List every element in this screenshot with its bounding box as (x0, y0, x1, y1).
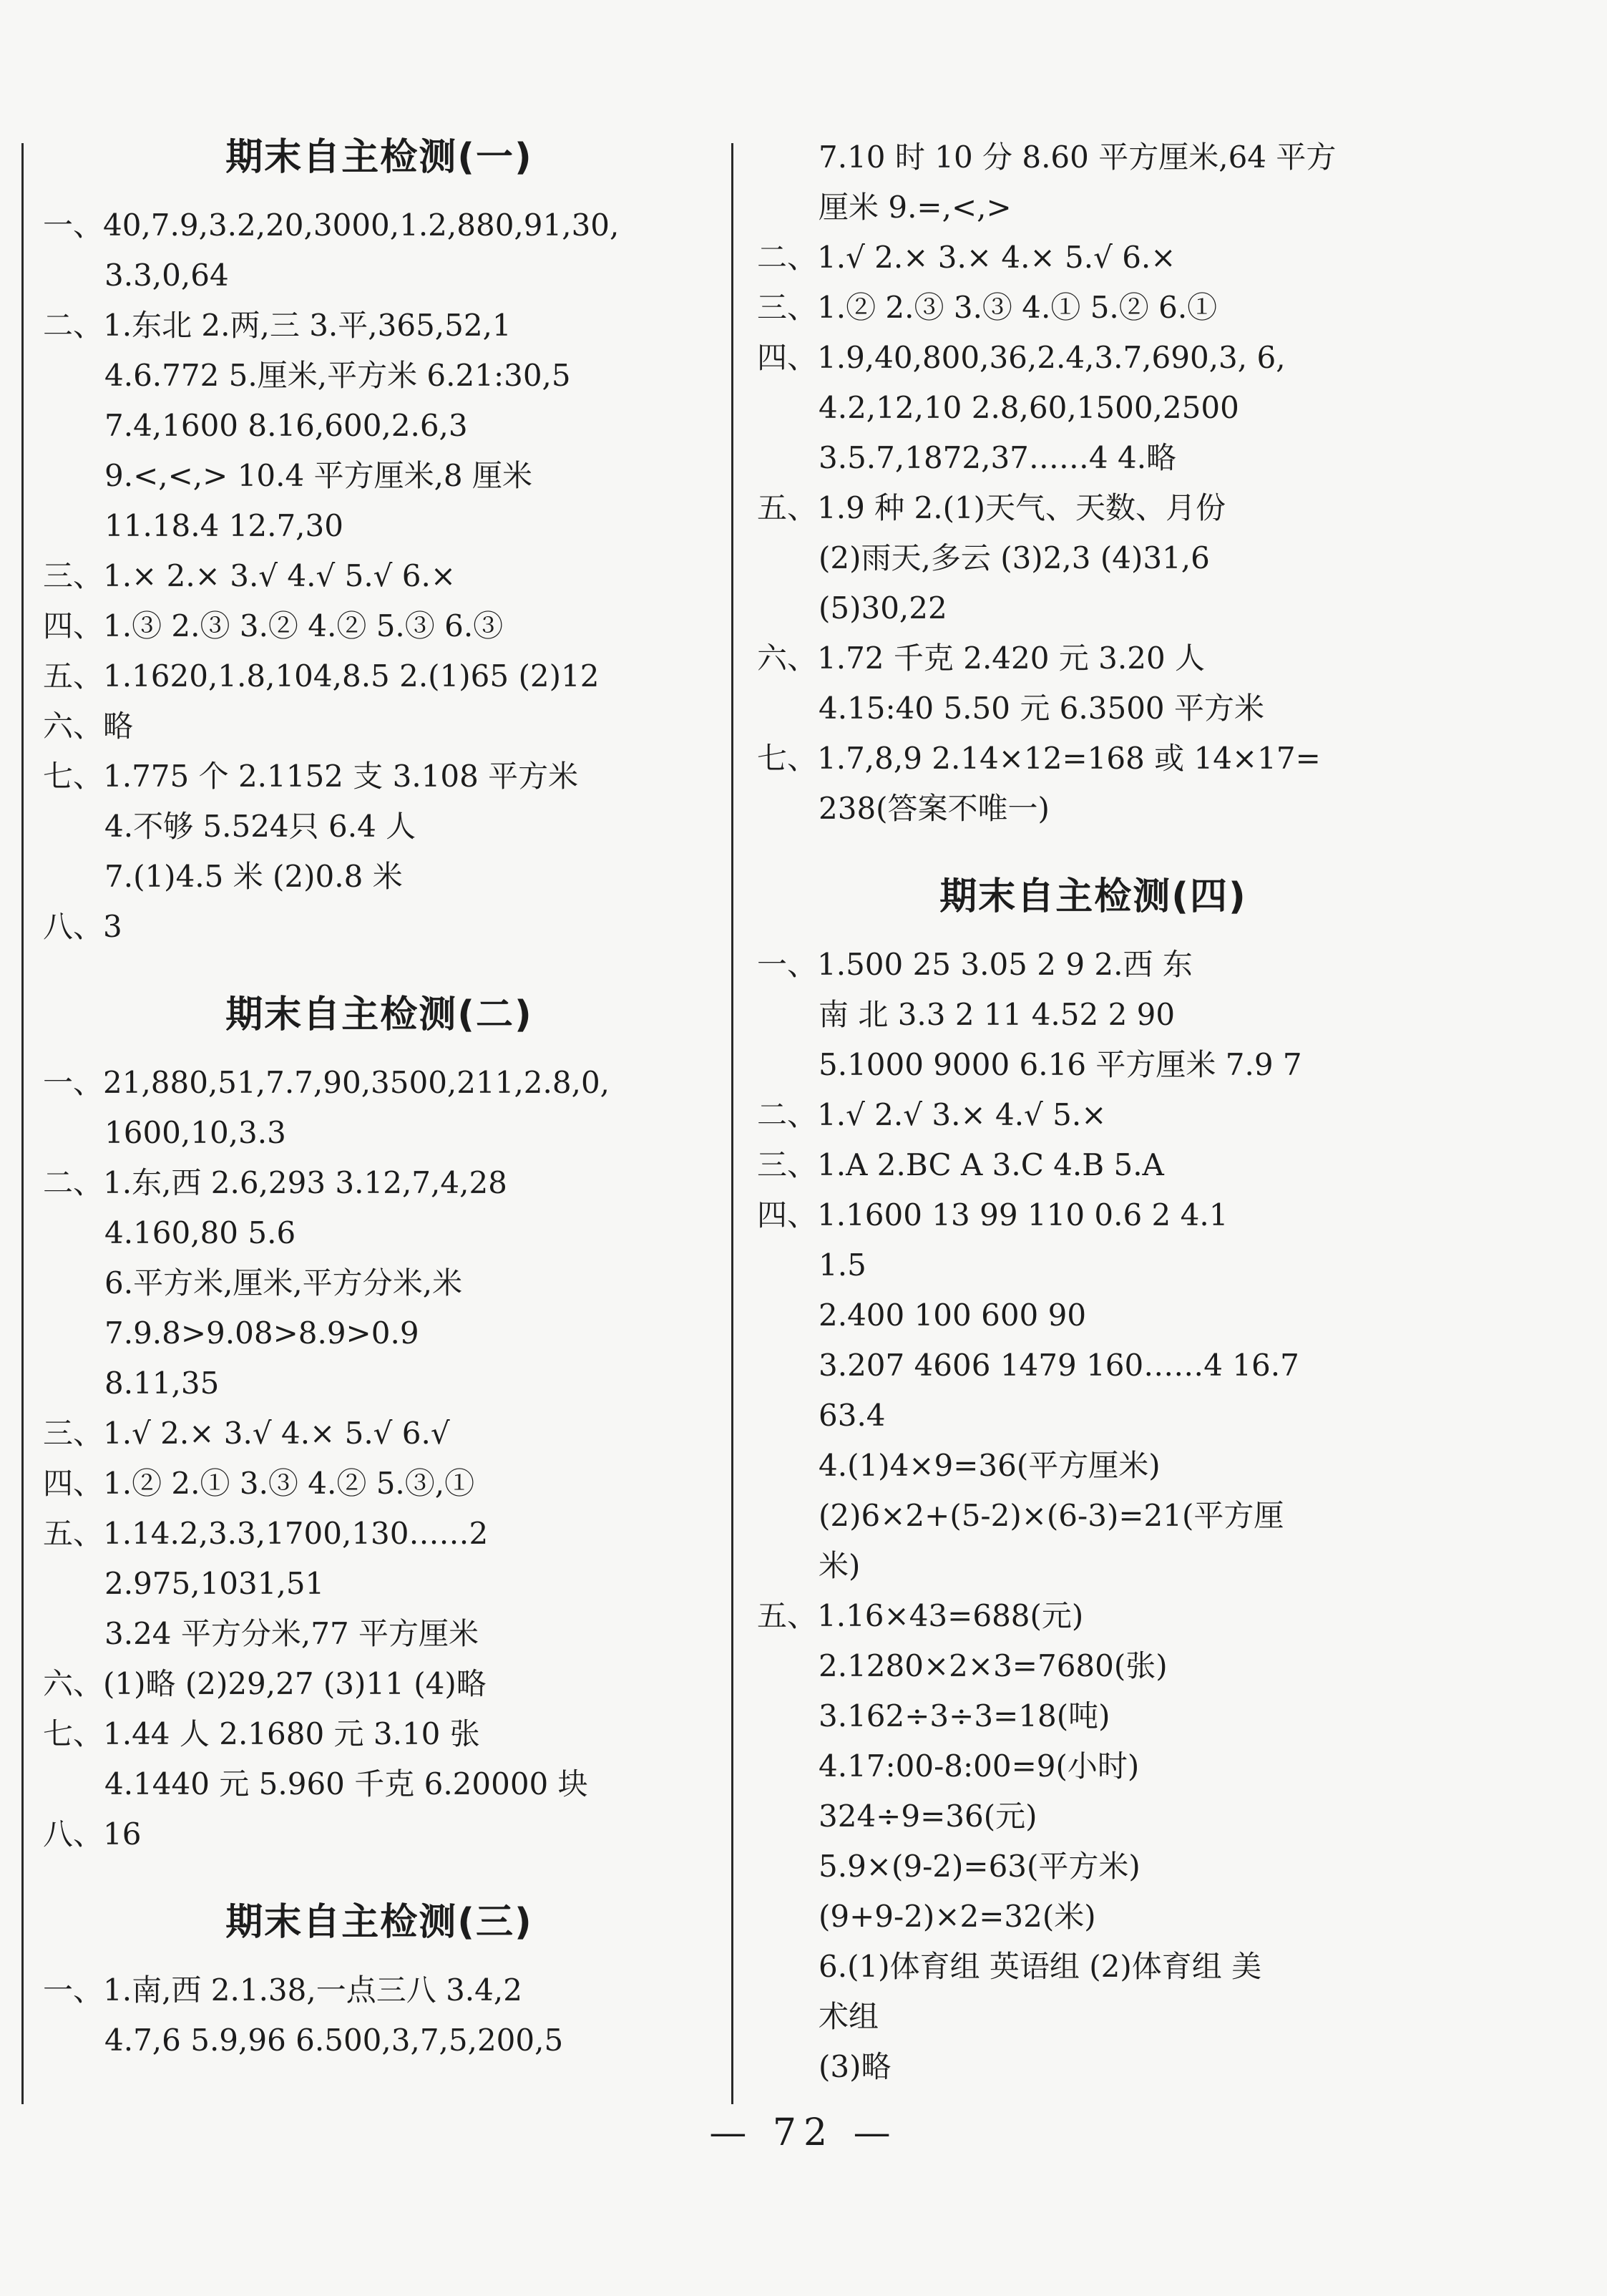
answer-line: 南 北 3.3 2 11 4.52 2 90 (819, 997, 1176, 1032)
right-column (757, 132, 1430, 2092)
section-title: 期末自主检测(二) (225, 993, 533, 1036)
answer-line: 五、1.1620,1.8,104,8.5 2.(1)65 (2)12 (43, 658, 600, 694)
answer-line: 二、1.东北 2.两,三 3.平,365,52,1 (43, 308, 512, 343)
answer-line: 三、1.√ 2.× 3.√ 4.× 5.√ 6.√ (43, 1416, 450, 1451)
answer-line: 5.1000 9000 6.16 平方厘米 7.9 7 (819, 1047, 1302, 1082)
section-title: 期末自主检测(三) (225, 1901, 533, 1944)
answer-line: 4.1440 元 5.960 千克 6.20000 块 (104, 1766, 588, 1801)
answer-line: 4.不够 5.524只 6.4 人 (104, 809, 416, 844)
answer-line: 三、1.× 2.× 3.√ 4.√ 5.√ 6.× (43, 558, 456, 593)
section-gap (757, 834, 1430, 854)
answer-line: 1600,10,3.3 (104, 1115, 286, 1150)
answer-line: 1.5 (819, 1247, 866, 1283)
answer-line: 七、1.7,8,9 2.14×12=168 或 14×17= (757, 741, 1321, 776)
answer-line: 一、1.南,西 2.1.38,一点三八 3.4,2 (43, 1972, 522, 2008)
section-gap (43, 952, 715, 972)
answer-line: 三、1.A 2.BC A 3.C 4.B 5.A (757, 1147, 1164, 1182)
answer-line: 2.400 100 600 90 (819, 1298, 1087, 1333)
answer-line: 六、1.72 千克 2.420 元 3.20 人 (757, 641, 1206, 676)
answer-line: 2.975,1031,51 (104, 1566, 325, 1601)
answer-line: 五、1.14.2,3.3,1700,130……2 (43, 1516, 489, 1551)
answer-line: 4.15:40 5.50 元 6.3500 平方米 (819, 691, 1264, 726)
section-title: 期末自主检测(一) (225, 136, 533, 179)
answer-line: 四、1.② 2.① 3.③ 4.② 5.③,① (43, 1466, 475, 1501)
answer-line: 术组 (819, 1999, 879, 2034)
left-margin-rule (21, 143, 24, 2104)
answer-line: 11.18.4 12.7,30 (104, 508, 343, 543)
answer-line: 四、1.③ 2.③ 3.② 4.② 5.③ 6.③ (43, 608, 504, 643)
answer-line: (3)略 (819, 2049, 892, 2084)
answer-line: 63.4 (819, 1398, 886, 1433)
answer-line: 一、21,880,51,7.7,90,3500,211,2.8,0, (43, 1065, 610, 1100)
answer-line: 3.5.7,1872,37……4 4.略 (819, 440, 1177, 475)
answer-line: 五、1.16×43=688(元) (757, 1598, 1084, 1633)
answer-line: 3.24 平方分米,77 平方厘米 (104, 1616, 479, 1651)
answer-line: 238(答案不唯一) (819, 791, 1050, 826)
section-gap (43, 1859, 715, 1879)
answer-line: 2.1280×2×3=7680(张) (819, 1648, 1168, 1683)
answer-line: 8.11,35 (104, 1366, 220, 1401)
answer-line: 4.7,6 5.9,96 6.500,3,7,5,200,5 (104, 2023, 564, 2058)
answer-line: (5)30,22 (819, 590, 947, 626)
answer-line: 4.2,12,10 2.8,60,1500,2500 (819, 390, 1239, 425)
answer-line: 二、1.东,西 2.6,293 3.12,7,4,28 (43, 1165, 507, 1200)
answer-line: 3.162÷3÷3=18(吨) (819, 1698, 1110, 1733)
column-divider (731, 143, 733, 2104)
answer-line: (9+9-2)×2=32(米) (819, 1899, 1096, 1934)
answer-line: 4.6.772 5.厘米,平方米 6.21:30,5 (104, 358, 571, 393)
answer-line: 7.10 时 10 分 8.60 平方厘米,64 平方 (819, 140, 1337, 175)
answer-line: 一、40,7.9,3.2,20,3000,1.2,880,91,30, (43, 208, 620, 243)
answer-line: 五、1.9 种 2.(1)天气、天数、月份 (757, 490, 1226, 525)
answer-line: 7.(1)4.5 米 (2)0.8 米 (104, 859, 403, 894)
answer-line: 5.9×(9-2)=63(平方米) (819, 1849, 1140, 1884)
answer-line: 八、3 (43, 909, 122, 944)
answer-line: 一、1.500 25 3.05 2 9 2.西 东 (757, 947, 1193, 982)
answer-line: 4.17:00-8:00=9(小时) (819, 1748, 1140, 1784)
answer-line: 六、(1)略 (2)29,27 (3)11 (4)略 (43, 1666, 487, 1701)
answer-line: 七、1.44 人 2.1680 元 3.10 张 (43, 1716, 480, 1751)
answer-line: 二、1.√ 2.√ 3.× 4.√ 5.× (757, 1097, 1107, 1132)
answer-line: 4.(1)4×9=36(平方厘米) (819, 1448, 1161, 1483)
answer-line: 3.207 4606 1479 160……4 16.7 (819, 1348, 1299, 1383)
page-number: — 72 — (709, 2111, 898, 2154)
answer-line: 四、1.1600 13 99 110 0.6 2 4.1 (757, 1197, 1229, 1232)
answer-line: 六、略 (43, 709, 134, 744)
answer-line: 9.<,<,> 10.4 平方厘米,8 厘米 (104, 458, 532, 493)
answer-line: (2)雨天,多云 (3)2,3 (4)31,6 (819, 540, 1210, 575)
answer-line: 6.平方米,厘米,平方分米,米 (104, 1265, 463, 1300)
answer-line: 四、1.9,40,800,36,2.4,3.7,690,3, 6, (757, 340, 1286, 375)
answer-line: 三、1.② 2.③ 3.③ 4.① 5.② 6.① (757, 290, 1218, 325)
left-column (43, 115, 715, 2066)
answer-line: 米) (819, 1548, 861, 1583)
answer-line: (2)6×2+(5-2)×(6-3)=21(平方厘 (819, 1498, 1284, 1533)
answer-line: 7.4,1600 8.16,600,2.6,3 (104, 408, 468, 443)
section-title: 期末自主检测(四) (939, 875, 1247, 918)
answer-line: 七、1.775 个 2.1152 支 3.108 平方米 (43, 759, 579, 794)
answer-line: 二、1.√ 2.× 3.× 4.× 5.√ 6.× (757, 240, 1176, 275)
answer-line: 3.3,0,64 (104, 258, 229, 293)
answer-line: 厘米 9.=,<,> (819, 190, 1012, 225)
answer-line: 4.160,80 5.6 (104, 1215, 296, 1250)
answer-line: 八、16 (43, 1816, 142, 1852)
answer-line: 324÷9=36(元) (819, 1799, 1037, 1834)
answer-line: 7.9.8>9.08>8.9>0.9 (104, 1315, 419, 1351)
answer-line: 6.(1)体育组 英语组 (2)体育组 美 (819, 1949, 1262, 1984)
